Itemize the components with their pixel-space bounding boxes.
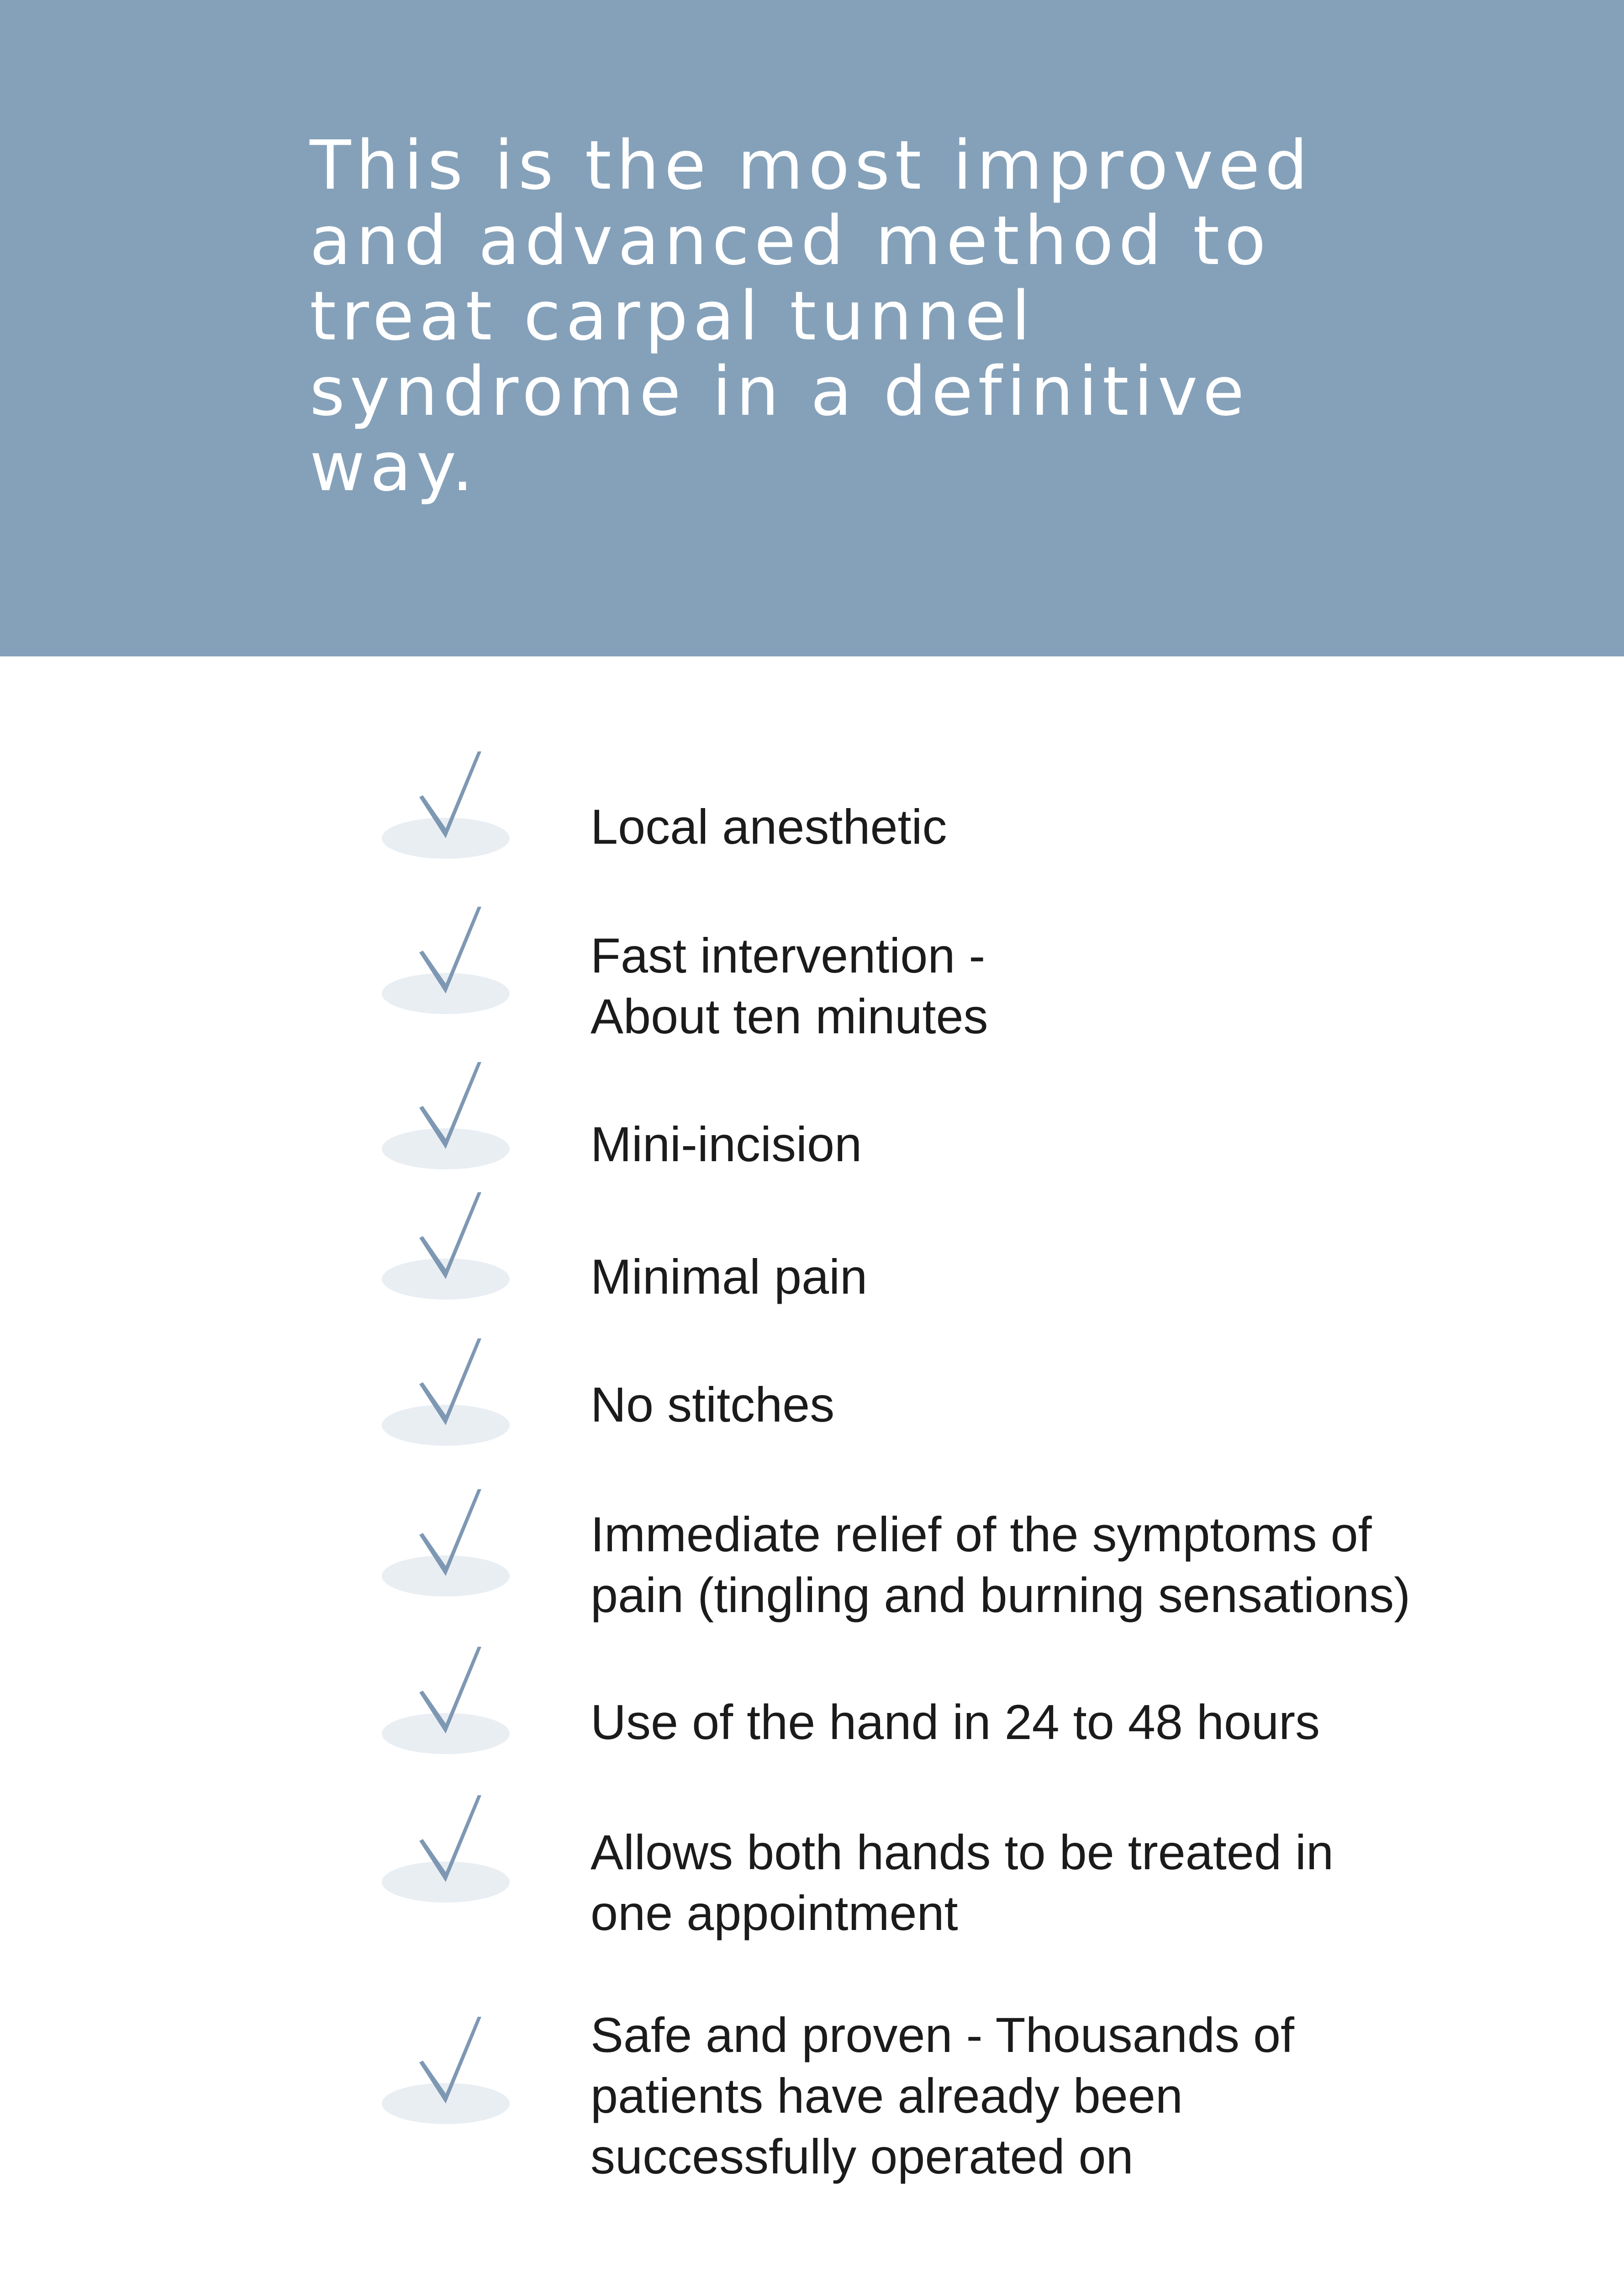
benefit-line: one appointment — [591, 1885, 958, 1940]
benefit-line: Allows both hands to be treated in — [591, 1824, 1334, 1880]
checkmark-icon — [382, 1338, 510, 1453]
headline-line: This is the most improved — [310, 126, 1313, 205]
benefit-line: Immediate relief of the symptoms of — [591, 1507, 1372, 1562]
headline-line: way. — [310, 428, 479, 506]
checkmark-icon — [382, 1192, 510, 1306]
benefit-text — [591, 796, 1504, 857]
benefit-line: Minimal pain — [591, 1249, 868, 1304]
headline-line: treat carpal tunnel — [310, 277, 1035, 355]
benefit-line: Mini-incision — [591, 1116, 862, 1172]
benefit-line: Local anesthetic — [591, 799, 947, 854]
checkmark-icon — [382, 1489, 510, 1603]
benefit-line: successfully operated on — [591, 2129, 1134, 2184]
benefit-line: patients have already been — [591, 2068, 1183, 2123]
checkmark-icon — [382, 907, 510, 1021]
benefit-text — [591, 1374, 1504, 1435]
benefit-text — [591, 2004, 1504, 2187]
checkmark-icon — [382, 1062, 510, 1176]
benefit-text — [591, 1246, 1504, 1307]
benefit-line: No stitches — [591, 1377, 835, 1432]
benefit-text — [591, 1114, 1504, 1174]
benefit-text — [591, 1692, 1504, 1752]
checkmark-icon — [382, 2017, 510, 2131]
benefit-line: Safe and proven - Thousands of — [591, 2007, 1295, 2062]
checkmark-icon — [382, 1795, 510, 1909]
headline-line: and advanced method to — [310, 201, 1271, 280]
checkmark-icon — [382, 1647, 510, 1761]
checkmark-icon — [382, 751, 510, 866]
benefit-text — [591, 1504, 1504, 1625]
benefit-line: Use of the hand in 24 to 48 hours — [591, 1694, 1320, 1750]
headline-line: syndrome in a definitive — [310, 352, 1250, 431]
benefit-text — [591, 925, 1504, 1047]
benefit-text — [591, 1822, 1504, 1943]
benefit-line: pain (tingling and burning sensations) — [591, 1567, 1411, 1623]
benefit-line: About ten minutes — [591, 989, 988, 1044]
benefit-line: Fast intervention - — [591, 928, 986, 983]
